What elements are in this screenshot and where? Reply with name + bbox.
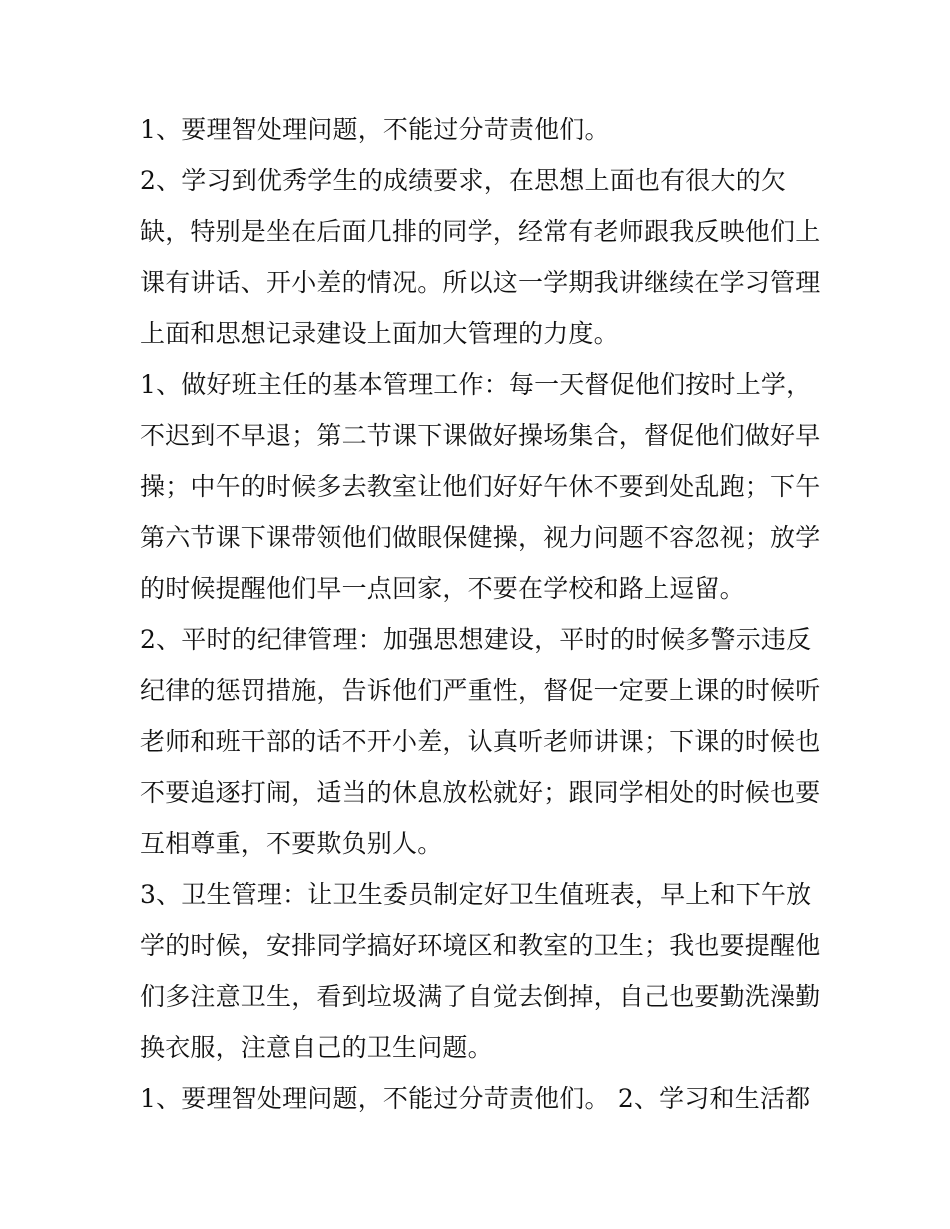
document-body [140,104,820,1124]
text-line: 互相尊重，不要欺负别人。 [140,829,443,858]
text-line: 3、卫生管理：让卫生委员制定好卫生值班表，早上和下午放 [140,880,812,909]
text-line: 2、学习到优秀学生的成绩要求，在思想上面也有很大的欠 [140,166,787,195]
text-line: 的时候提醒他们早一点回家，不要在学校和路上逗留。 [140,574,745,603]
text-line: 纪律的惩罚措施，告诉他们严重性，督促一定要上课的时候听 [140,676,821,705]
text-line: 缺，特别是坐在后面几排的同学，经常有老师跟我反映他们上 [140,217,821,246]
text-line: 1、要理智处理问题，不能过分苛责他们。 [140,115,610,144]
text-line: 老师和班干部的话不开小差，认真听老师讲课；下课的时候也 [140,727,821,756]
text-line: 操；中午的时候多去教室让他们好好午休不要到处乱跑；下午 [140,472,821,501]
text-line: 第六节课下课带领他们做眼保健操，视力问题不容忽视；放学 [140,523,821,552]
text-line: 1、要理智处理问题，不能过分苛责他们。 2、学习和生活都 [140,1084,811,1113]
text-line: 上面和思想记录建设上面加大管理的力度。 [140,319,619,348]
text-line: 不要追逐打闹，适当的休息放松就好；跟同学相处的时候也要 [140,778,821,807]
text-line: 1、做好班主任的基本管理工作：每一天督促他们按时上学， [140,370,812,399]
text-line: 不迟到不早退；第二节课下课做好操场集合，督促他们做好早 [140,421,821,450]
text-line: 2、平时的纪律管理：加强思想建设，平时的时候多警示违反 [140,625,812,654]
text-line: 课有讲话、开小差的情况。所以这一学期我讲继续在学习管理 [140,268,821,297]
text-line: 们多注意卫生，看到垃圾满了自觉去倒掉，自己也要勤洗澡勤 [140,982,821,1011]
text-line: 换衣服，注意自己的卫生问题。 [140,1033,493,1062]
text-line: 学的时候，安排同学搞好环境区和教室的卫生；我也要提醒他 [140,931,821,960]
